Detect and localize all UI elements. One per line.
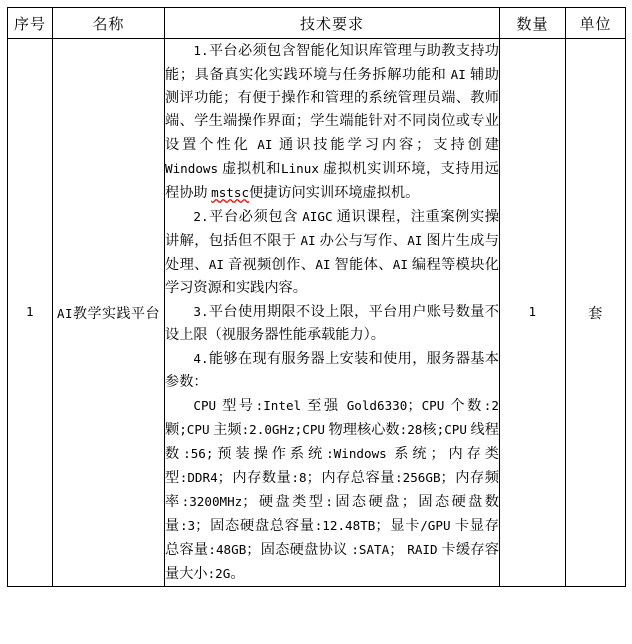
spec-segment-23: 卡缓存容量大小 — [165, 542, 499, 582]
spec-segment-15: ；内存频率 — [165, 470, 499, 510]
column-header-name: 名称 — [53, 8, 165, 39]
requirement-2-latin-1: AIGC — [302, 209, 333, 224]
spec-thread-label: ;CPU — [436, 422, 467, 437]
spec-segment-5: 个数 — [444, 398, 484, 414]
spec-core-count-value: :28 — [399, 422, 423, 437]
requirement-1-latin-3: Windows — [165, 161, 219, 176]
requirement-2-latin-3: AI — [407, 233, 423, 248]
requirement-2-segment-1: 平台必须包含 — [208, 209, 303, 225]
requirement-1-latin-1: AI — [450, 67, 466, 82]
quantity-value: 1 — [528, 304, 537, 319]
requirement-1-segment-1: 平台必须包含智能化知识库管理与助教支持功能；具备真实化实践环境与任务拆解功能和 — [165, 43, 499, 83]
spec-cpu-model: Gold6330 — [346, 398, 408, 413]
spec-segment-4: ； — [407, 398, 422, 414]
spec-segment-22: ； — [389, 542, 408, 558]
spec-segment-12: 系统；内存类型 — [165, 446, 499, 486]
spec-os-value: :Windows — [326, 446, 387, 461]
spec-segment-20: 卡显存总容量 — [165, 518, 499, 558]
requirement-2-latin-5: AI — [315, 257, 331, 272]
spec-gpu-label: /GPU — [420, 518, 451, 533]
requirement-2-segment-7: 编程等模块化学习资源和实践内容。 — [165, 257, 499, 296]
spec-cpu-count-value: :2 — [483, 398, 499, 413]
column-header-requirements: 技术要求 — [165, 8, 500, 39]
column-header-seq: 序号 — [8, 8, 53, 39]
sequence-number-value: 1 — [25, 304, 35, 319]
cell-quantity — [500, 39, 566, 587]
requirement-2-latin-4: AI — [208, 257, 224, 272]
spec-thread-value: :56; — [183, 446, 214, 461]
requirement-2-segment-2: 通识课程，注重案例实操讲解，包括但不限于 — [165, 209, 499, 249]
requirement-2-number: 2. — [193, 209, 209, 224]
spec-segment-13: ；内存数量 — [217, 470, 292, 486]
spec-cpu-count-label: CPU — [421, 398, 445, 413]
spec-ssd-total-value: :12.48TB — [314, 518, 376, 533]
spec-cpu-brand: :Intel — [255, 398, 302, 413]
spec-segment-21: ；固态硬盘协议 — [246, 542, 352, 558]
spec-disk-type-colon: : — [325, 494, 333, 509]
requirement-2-latin-2: AI — [300, 233, 316, 248]
spec-segment-11: 预装操作系统 — [213, 446, 327, 462]
item-name-chinese: 教学实践平台 — [72, 306, 160, 322]
spec-segment-19: ；显卡 — [375, 518, 421, 534]
requirement-2-segment-6: 智能体、 — [330, 257, 393, 273]
spec-segment-14: ；内存总容量 — [306, 470, 396, 486]
spec-cpu-freq-label: ;CPU — [179, 422, 210, 437]
spec-segment-17: 固态硬盘；固态硬盘数量 — [165, 494, 499, 534]
requirement-1-segment-5: 虚拟机实训环境，支持用远程协助 — [165, 161, 499, 201]
item-name-latin: AI — [57, 305, 73, 321]
cell-item-name — [53, 39, 165, 587]
spec-ssd-count-value: :3 — [179, 518, 196, 533]
requirement-2-segment-5: 音视频创作、 — [223, 257, 316, 273]
requirement-2-segment-4: 图片生成与处理、 — [165, 233, 499, 273]
column-header-quantity: 数量 — [500, 8, 566, 39]
requirement-1-number: 1. — [193, 43, 209, 58]
spec-ssd-protocol-value: :SATA — [351, 542, 390, 557]
requirement-1-segment-2: 辅助测评功能；有便于操作和管理的系统管理员端、教师端、学生端操作界面；学生端能针对不同岗位或专业设置个性化 — [165, 67, 499, 153]
spellcheck-flagged-term-mstsc: mstsc — [211, 185, 250, 200]
requirement-item-1 — [165, 39, 499, 205]
requirement-1-latin-4: Linux — [281, 161, 319, 176]
requirement-3-text: 平台使用期限不设上限，平台用户账号数量不设上限（视服务器性能承载能力）。 — [165, 304, 499, 343]
spec-memory-freq-value: :3200MHz — [181, 494, 243, 509]
table-row — [8, 39, 626, 587]
table-header-row — [8, 8, 626, 39]
spec-segment-6: 颗 — [165, 422, 180, 438]
requirement-1-segment-4: 虚拟机和 — [218, 161, 281, 177]
spec-segment-2: 型号 — [216, 398, 256, 414]
spec-segment-8: 物理核心数 — [324, 422, 400, 438]
requirement-2-latin-6: AI — [392, 257, 408, 272]
specification-table — [7, 7, 626, 587]
spec-cpu-label: CPU — [193, 398, 217, 413]
requirement-item-3 — [165, 300, 499, 347]
requirement-1-segment-6: 便捷访问实训环境虚拟机。 — [249, 185, 420, 201]
cell-unit — [566, 39, 626, 587]
requirement-item-4 — [165, 347, 499, 394]
requirement-2-segment-3: 办公与写作、 — [315, 233, 408, 249]
spec-segment-3: 至强 — [301, 398, 347, 414]
spec-segment-9: 核 — [422, 422, 437, 438]
requirement-1-segment-3: 通识技能学习内容；支持创建 — [272, 137, 499, 153]
column-header-unit: 单位 — [566, 8, 626, 39]
spec-segment-16: ；硬盘类型 — [242, 494, 326, 510]
spec-segment-7: 主频 — [209, 422, 242, 438]
cell-technical-requirements — [165, 39, 500, 587]
spec-raid-cache-value: :2G — [207, 566, 231, 581]
requirement-item-2 — [165, 205, 499, 300]
server-hardware-specifications — [165, 394, 499, 586]
spec-cpu-freq-value: :2.0GHz;CPU — [241, 422, 325, 437]
spec-segment-10: 线程数 — [165, 422, 499, 462]
spec-memory-total-value: :256GB — [395, 470, 441, 485]
requirement-1-latin-2: AI — [257, 137, 273, 152]
spec-memory-type-value: :DDR4 — [179, 470, 218, 485]
unit-value: 套 — [588, 306, 603, 322]
spec-gpu-memory-value: :48GB — [208, 542, 247, 557]
spec-segment-18: ；固态硬盘总容量 — [195, 518, 315, 534]
cell-sequence-number — [8, 39, 53, 587]
spec-memory-count-value: :8 — [291, 470, 307, 485]
requirement-4-text: 能够在现有服务器上安装和使用，服务器基本参数： — [165, 351, 499, 390]
spec-segment-24: 。 — [230, 566, 245, 582]
requirement-3-number: 3. — [193, 304, 209, 319]
spec-raid-label: RAID — [407, 542, 438, 557]
requirement-4-number: 4. — [193, 351, 209, 366]
